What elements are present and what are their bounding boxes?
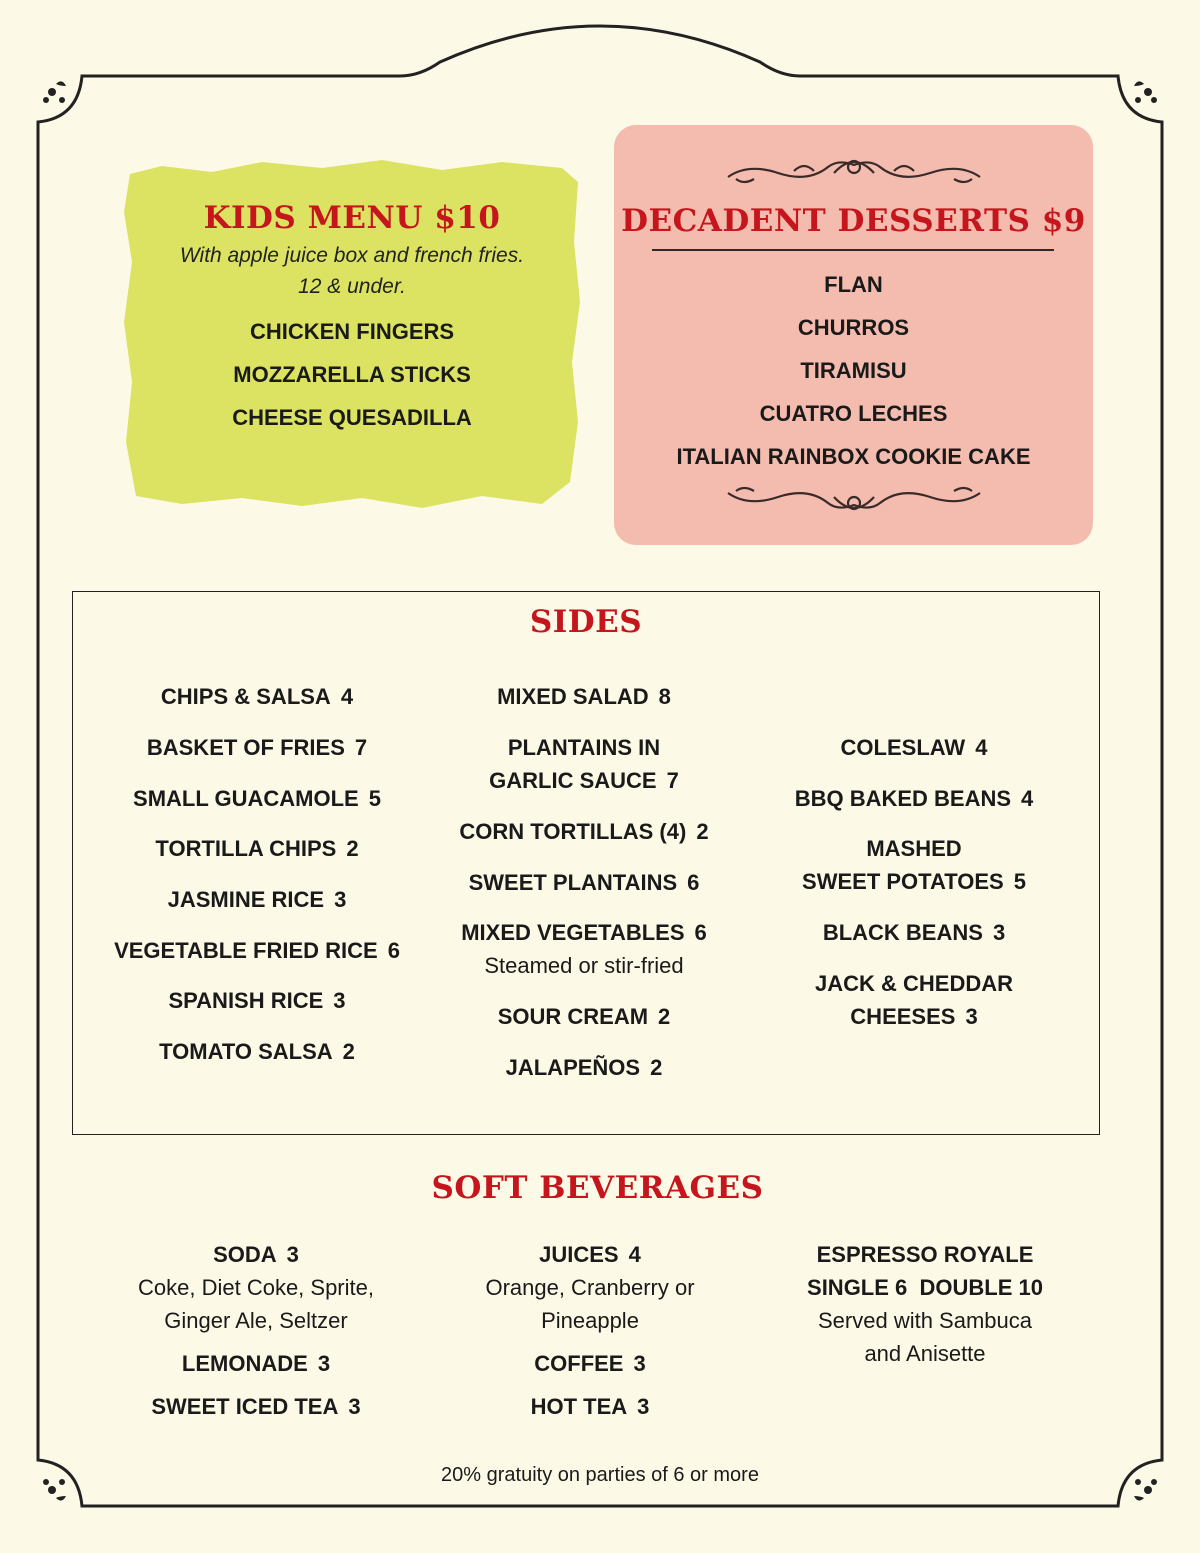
side-item: JALAPEÑOS 2 [505,1055,663,1080]
dessert-item: CHURROS [797,315,910,340]
flourish-top-icon [724,153,984,193]
side-item: SPANISH RICE 3 [168,988,346,1013]
gratuity-note: 20% gratuity on parties of 6 or more [441,1464,759,1486]
kids-menu-title: KIDS MENU $10 [203,200,501,236]
sides-column-1 [87,680,427,1086]
side-item: SWEET PLANTAINS 6 [468,870,700,895]
side-item: JACK & CHEDDAR CHEESES 3 [814,971,1013,1029]
side-item: CHIPS & SALSA 4 [160,684,354,709]
side-item: PLANTAINS IN GARLIC SAUCE 7 [489,735,679,793]
desserts-title: DECADENT DESSERTS $9 [621,203,1086,239]
side-item: BLACK BEANS 3 [822,920,1006,945]
side-item: MASHED SWEET POTATOES 5 [802,836,1026,894]
side-item: BASKET OF FRIES 7 [146,735,368,760]
flourish-bottom-icon [724,477,984,517]
sides-title: SIDES [529,604,643,640]
side-item: MIXED SALAD 8 [497,684,671,709]
dessert-item: CUATRO LECHES [759,401,948,426]
side-item-note: Steamed or stir-fried [484,953,684,978]
desserts-panel [614,125,1093,545]
dessert-item: TIRAMISU [800,358,907,383]
kids-menu-item: CHEESE QUESADILLA [232,405,472,430]
divider [652,249,1054,251]
side-item: MIXED VEGETABLES 6 Steamed or stir-fried [429,916,739,1000]
kids-menu-age-note: 12 & under. [298,275,406,298]
kids-menu-item: MOZZARELLA STICKS [233,362,471,387]
sides-section [72,591,1100,1135]
side-item: BBQ BAKED BEANS 4 [794,786,1034,811]
beverages-column-3: ESPRESSO ROYALE SINGLE 6 DOUBLE 10 Served with Sambuca and Anisette [807,1242,1043,1366]
side-item: SOUR CREAM 2 [497,1004,671,1029]
dessert-item: FLAN [824,272,883,297]
sides-column-2 [429,680,739,1102]
side-item: TORTILLA CHIPS 2 [155,836,359,861]
side-item: JASMINE RICE 3 [167,887,347,912]
side-item: COLESLAW 4 [840,735,988,760]
side-item: TOMATO SALSA 2 [159,1039,355,1064]
kids-menu-item: CHICKEN FINGERS [249,319,455,344]
beverages-title: SOFT BEVERAGES [431,1170,764,1206]
dessert-item: ITALIAN RAINBOX COOKIE CAKE [676,444,1031,469]
kids-menu-panel [122,152,582,512]
side-item: VEGETABLE FRIED RICE 6 [114,938,400,963]
beverages-column-2: JUICES 4 Orange, Cranberry or Pineapple COFFEE 3 HOT TEA 3 [485,1242,695,1419]
side-item: SMALL GUACAMOLE 5 [133,786,381,811]
side-item: CORN TORTILLAS (4) 2 [459,819,709,844]
kids-menu-subtitle: With apple juice box and french fries. [179,244,525,267]
sides-column-3 [759,731,1069,1051]
beverages-column-1: SODA 3 Coke, Diet Coke, Sprite, Ginger Ale, Seltzer LEMONADE 3 SWEET ICED TEA 3 [138,1242,374,1419]
